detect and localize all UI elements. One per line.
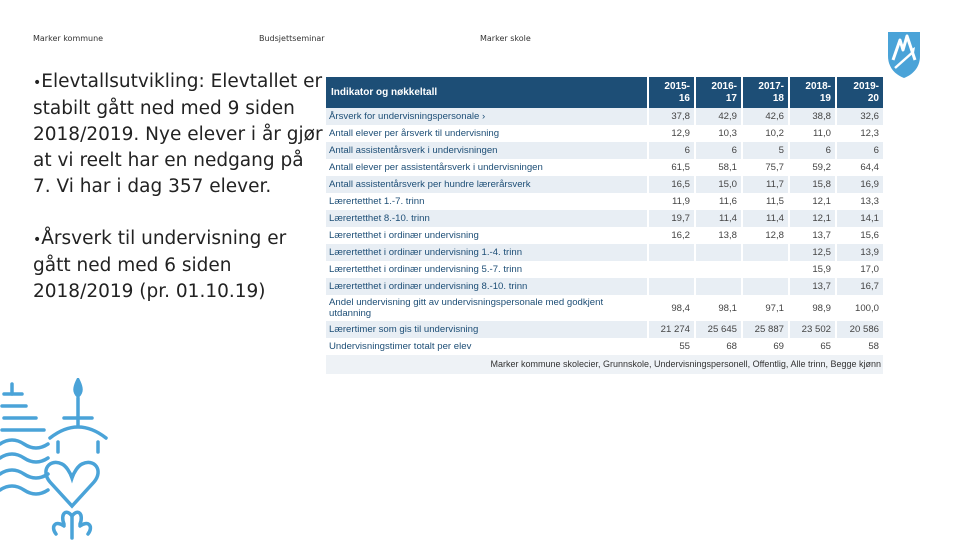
row-label: Antall elever per årsverk til undervisning [326,125,648,142]
row-value: 17,0 [836,261,883,278]
row-value: 55 [648,338,695,355]
row-value: 13,9 [836,244,883,261]
row-value: 15,0 [695,176,742,193]
table-row [326,261,883,278]
row-value: 16,5 [648,176,695,193]
row-value: 12,5 [789,244,836,261]
row-value: 98,4 [648,295,695,321]
bullet-dot-icon: • [33,75,42,91]
row-value: 32,6 [836,108,883,125]
row-value [695,261,742,278]
row-value: 11,4 [742,210,789,227]
header-right-text: Marker skole [480,34,531,43]
year-column-header: 2015- 16 [648,77,695,108]
table-row [326,227,883,244]
row-value: 20 586 [836,321,883,338]
row-label: Antall assistentårsverk i undervisningen [326,142,648,159]
row-label: Andel undervisning gitt av undervisningspersonale med godkjent utdanning [326,295,648,321]
row-value: 12,8 [742,227,789,244]
row-value: 69 [742,338,789,355]
row-label: Undervisningstimer totalt per elev [326,338,648,355]
school-indicator-table [326,77,883,374]
row-value: 11,0 [789,125,836,142]
row-value: 16,2 [648,227,695,244]
row-value: 13,8 [695,227,742,244]
row-label: Lærertetthet i ordinær undervisning 8.-10. trinn [326,278,648,295]
row-value: 5 [742,142,789,159]
header-middle-text: Budsjettseminar [259,34,325,43]
table-row [326,193,883,210]
bullet-text: Elevtallsutvikling: Elevtallet er stabilt gått ned med 9 siden 2018/2019. Nye elever i år gjør at vi reelt har en nedgang på 7. Vi har i dag 357 elever. [33,71,323,197]
row-label: Lærertetthet 1.-7. trinn [326,193,648,210]
row-value [742,261,789,278]
bullet-text: Årsverk til undervisning er gått ned med 6 siden 2018/2019 (pr. 01.10.19) [33,228,287,302]
table-row [326,338,883,355]
row-label: Antall assistentårsverk per hundre lærerårsverk [326,176,648,193]
row-value: 6 [789,142,836,159]
row-value: 23 502 [789,321,836,338]
row-value: 98,9 [789,295,836,321]
row-value: 25 887 [742,321,789,338]
row-value: 12,3 [836,125,883,142]
row-value: 68 [695,338,742,355]
table-row [326,321,883,338]
row-value: 13,3 [836,193,883,210]
row-value: 11,9 [648,193,695,210]
row-value: 42,6 [742,108,789,125]
row-value [695,244,742,261]
table-row [326,176,883,193]
row-value: 42,9 [695,108,742,125]
row-value: 19,7 [648,210,695,227]
row-label: Lærertetthet 8.-10. trinn [326,210,648,227]
table-row [326,244,883,261]
municipal-crest-icon [886,30,922,80]
table-header-row [326,77,883,108]
year-column-header: 2019- 20 [836,77,883,108]
row-label: Lærertetthet i ordinær undervisning [326,227,648,244]
row-value: 11,6 [695,193,742,210]
row-value: 37,8 [648,108,695,125]
row-value: 10,2 [742,125,789,142]
year-column-header: 2017- 18 [742,77,789,108]
row-value: 6 [836,142,883,159]
row-value: 100,0 [836,295,883,321]
row-value: 13,7 [789,278,836,295]
row-value: 38,8 [789,108,836,125]
table-row [326,142,883,159]
row-value: 98,1 [695,295,742,321]
year-column-header: 2016- 17 [695,77,742,108]
indicator-column-header: Indikator og nøkkeltall [326,77,648,108]
row-label: Antall elever per assistentårsverk i undervisningen [326,159,648,176]
row-value: 59,2 [789,159,836,176]
row-value: 13,7 [789,227,836,244]
year-column-header: 2018- 19 [789,77,836,108]
table-row [326,278,883,295]
bullet-item [33,69,323,200]
table-row [326,295,883,321]
row-value [742,278,789,295]
row-value [742,244,789,261]
row-value [695,278,742,295]
row-value: 97,1 [742,295,789,321]
header-left-text: Marker kommune [33,34,104,43]
row-value [648,278,695,295]
bullet-item [33,226,323,305]
row-value: 12,9 [648,125,695,142]
row-value: 16,9 [836,176,883,193]
row-value: 64,4 [836,159,883,176]
row-value: 11,5 [742,193,789,210]
table-row [326,159,883,176]
row-value: 10,3 [695,125,742,142]
row-value: 21 274 [648,321,695,338]
row-value [648,244,695,261]
row-value: 61,5 [648,159,695,176]
table-source-note: Marker kommune skolecier, Grunnskole, Undervisningspersonell, Offentlig, Alle trinn, Begge kjønn [326,355,883,374]
row-label: Lærertetthet i ordinær undervisning 1.-4. trinn [326,244,648,261]
row-value: 6 [648,142,695,159]
row-value: 11,7 [742,176,789,193]
row-value: 11,4 [695,210,742,227]
church-heart-flower-decoration-icon [0,378,150,540]
row-value: 25 645 [695,321,742,338]
table-row [326,210,883,227]
row-value: 75,7 [742,159,789,176]
row-value: 15,9 [789,261,836,278]
bullet-dot-icon: • [33,232,42,248]
row-value: 6 [695,142,742,159]
bullet-list [33,69,323,331]
row-value: 65 [789,338,836,355]
table-row [326,125,883,142]
row-label: Årsverk for undervisningspersonale › [326,108,648,125]
row-value: 58 [836,338,883,355]
row-label: Lærertetthet i ordinær undervisning 5.-7. trinn [326,261,648,278]
row-value: 15,8 [789,176,836,193]
row-value: 16,7 [836,278,883,295]
row-label: Lærertimer som gis til undervisning [326,321,648,338]
table-row [326,108,883,125]
row-value: 12,1 [789,210,836,227]
row-value: 58,1 [695,159,742,176]
row-value: 15,6 [836,227,883,244]
row-value: 12,1 [789,193,836,210]
row-value: 14,1 [836,210,883,227]
row-value [648,261,695,278]
